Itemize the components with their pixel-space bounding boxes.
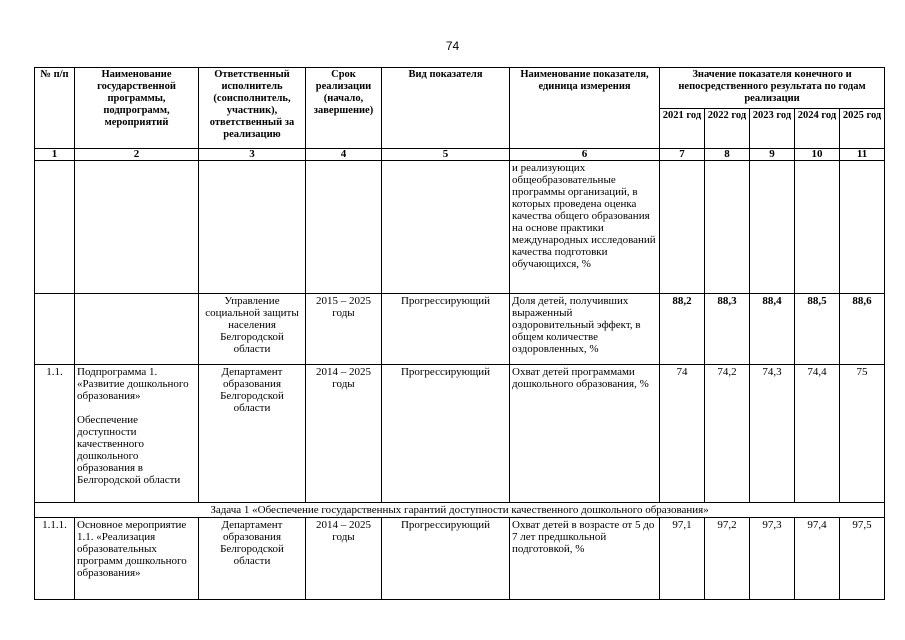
row-value: 88,2 (660, 294, 705, 365)
row-indicator: Охват детей программами дошкольного образования, % (510, 365, 660, 503)
header-program: Наименование государственной программы, подпрограмм, мероприятий (75, 68, 199, 149)
row-value: 97,2 (705, 518, 750, 600)
header-number: № п/п (35, 68, 75, 149)
row-executor: Управление социальной защиты населения Белгородской области (199, 294, 306, 365)
row-kind: Прогрессирующий (382, 518, 510, 600)
column-number: 5 (382, 149, 510, 161)
row-executor: Департамент образования Белгородской области (199, 365, 306, 503)
subprogram-title: Подпрограмма 1. «Развитие дошкольного образования» (77, 366, 189, 402)
column-number: 2 (75, 149, 199, 161)
row-indicator: Доля детей, получивших выраженный оздоровительный эффект, в общем количестве оздоровленных, % (510, 294, 660, 365)
table-row (35, 161, 885, 294)
row-kind (382, 161, 510, 294)
row-period: 2014 – 2025 годы (306, 365, 382, 503)
row-value: 88,4 (750, 294, 795, 365)
column-number: 6 (510, 149, 660, 161)
row-value: 74,4 (795, 365, 840, 503)
row-number: 1.1. (35, 365, 75, 503)
row-value: 97,1 (660, 518, 705, 600)
header-values-group: Значение показателя конечного и непосредственного результата по годам реализации (660, 68, 885, 109)
header-kind: Вид показателя (382, 68, 510, 149)
row-value: 74,2 (705, 365, 750, 503)
column-number: 8 (705, 149, 750, 161)
column-number: 10 (795, 149, 840, 161)
row-indicator: Охват детей в возрасте от 5 до 7 лет предшкольной подготовкой, % (510, 518, 660, 600)
row-value: 97,5 (840, 518, 885, 600)
row-period: 2015 – 2025 годы (306, 294, 382, 365)
row-value: 88,5 (795, 294, 840, 365)
column-number: 11 (840, 149, 885, 161)
row-executor: Департамент образования Белгородской области (199, 518, 306, 600)
indicators-table (34, 67, 885, 600)
header-year: 2023 год (750, 109, 795, 149)
subprogram-goal: Обеспечение доступности качественного дошкольного образования в Белгородской области (77, 414, 181, 486)
row-indicator: и реализующих общеобразовательные программы организаций, в которых проведена оценка качества общего образования на основе практики международных исследований качества подготовки обучающихся, % (510, 161, 660, 294)
page-number: 74 (445, 39, 460, 53)
row-value: 74,3 (750, 365, 795, 503)
row-value: 88,3 (705, 294, 750, 365)
header-indicator: Наименование показателя, единица измерения (510, 68, 660, 149)
column-number: 1 (35, 149, 75, 161)
header-year: 2024 год (795, 109, 840, 149)
header-year: 2021 год (660, 109, 705, 149)
row-kind: Прогрессирующий (382, 294, 510, 365)
row-value (795, 161, 840, 294)
row-program-name: Основное мероприятие 1.1. «Реализация образовательных программ дошкольного образования» (75, 518, 199, 600)
row-kind: Прогрессирующий (382, 365, 510, 503)
table-row (35, 365, 885, 503)
row-program-name (75, 365, 199, 503)
row-value: 97,4 (795, 518, 840, 600)
header-year: 2025 год (840, 109, 885, 149)
row-value: 75 (840, 365, 885, 503)
row-program-name (75, 161, 199, 294)
task-row (35, 503, 885, 518)
row-value (750, 161, 795, 294)
row-value (840, 161, 885, 294)
column-number: 3 (199, 149, 306, 161)
column-number: 4 (306, 149, 382, 161)
header-year: 2022 год (705, 109, 750, 149)
row-program-name (75, 294, 199, 365)
row-executor (199, 161, 306, 294)
row-number (35, 294, 75, 365)
row-value: 88,6 (840, 294, 885, 365)
header-executor: Ответственный исполнитель (соисполнитель, участник), ответственный за реализацию (199, 68, 306, 149)
column-number: 9 (750, 149, 795, 161)
row-number: 1.1.1. (35, 518, 75, 600)
row-period (306, 161, 382, 294)
task-title: Задача 1 «Обеспечение государственных гарантий доступности качественного дошкольного образования» (35, 503, 885, 518)
header-period: Срок реализации (начало, завершение) (306, 68, 382, 149)
row-number (35, 161, 75, 294)
row-value: 97,3 (750, 518, 795, 600)
row-value (705, 161, 750, 294)
table-row (35, 294, 885, 365)
table-row (35, 518, 885, 600)
row-period: 2014 – 2025 годы (306, 518, 382, 600)
row-value (660, 161, 705, 294)
column-number: 7 (660, 149, 705, 161)
row-value: 74 (660, 365, 705, 503)
